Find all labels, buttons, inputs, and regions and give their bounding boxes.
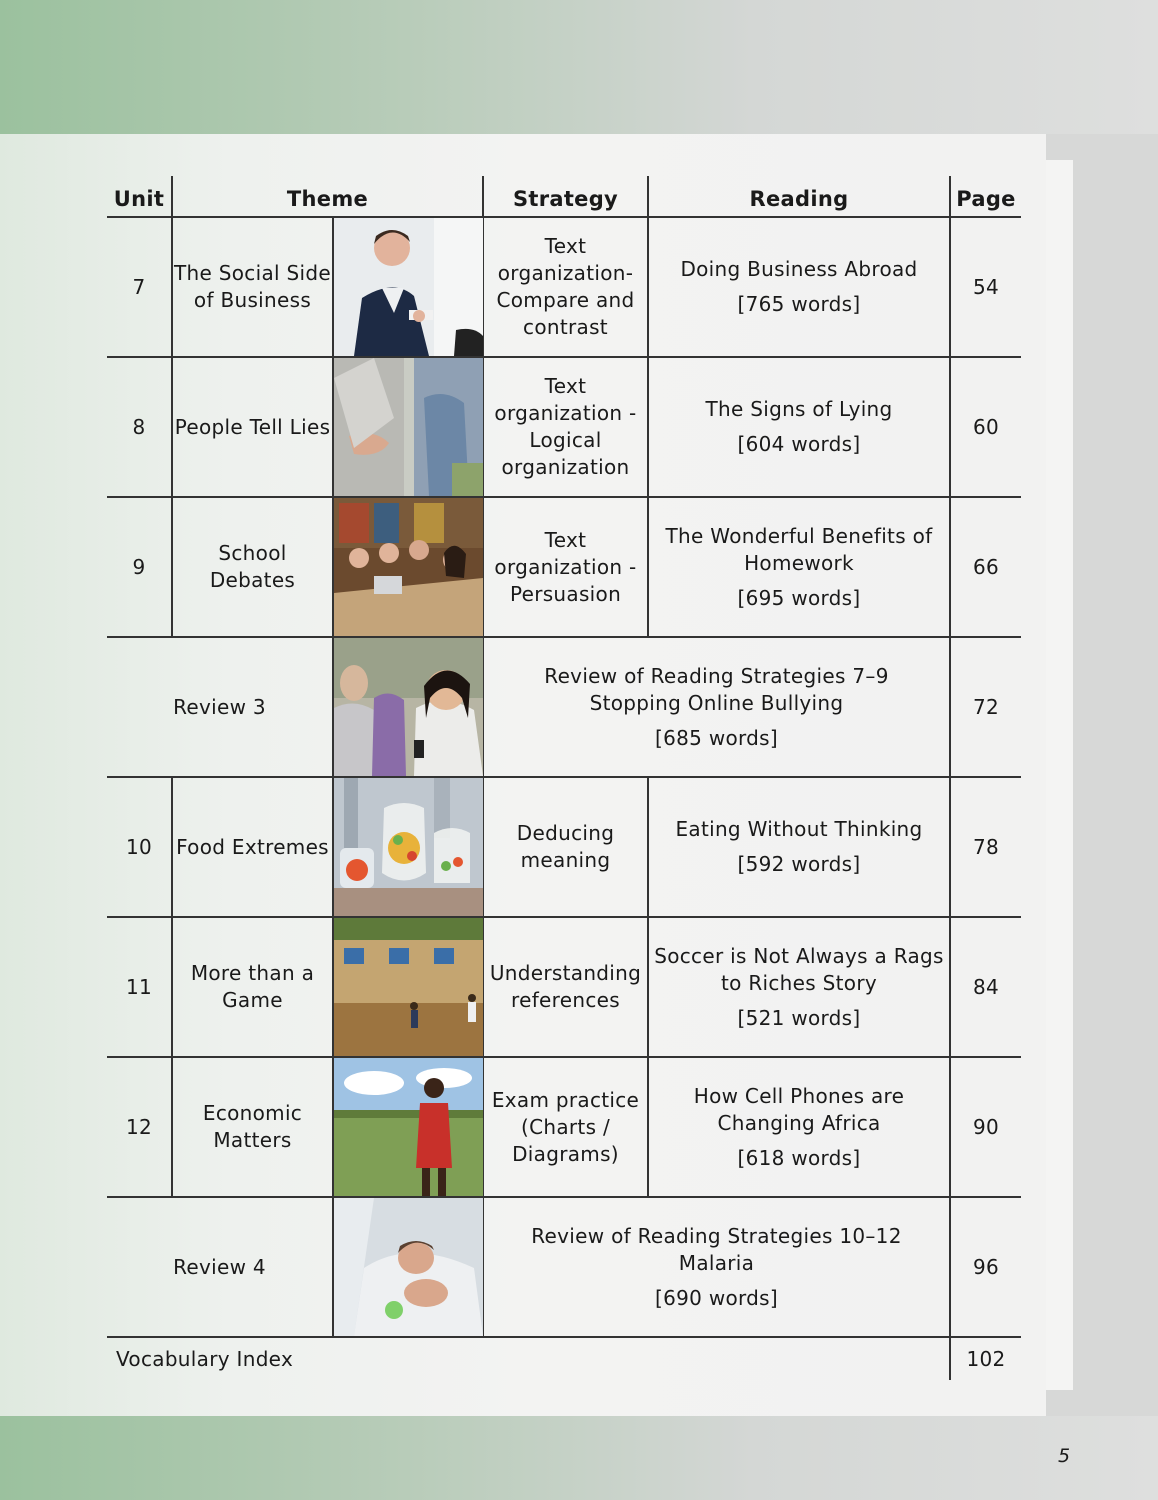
header-reading: Reading xyxy=(648,176,950,217)
page-number: 84 xyxy=(950,917,1021,1057)
page-number: 72 xyxy=(950,637,1021,777)
page-number: 96 xyxy=(950,1197,1021,1337)
review-photo xyxy=(333,637,483,777)
unit-number: 8 xyxy=(107,357,172,497)
reading-cell xyxy=(648,1057,950,1197)
table-row xyxy=(107,777,1021,917)
strategy-text: Text organization - Logical organization xyxy=(483,357,648,497)
table-row xyxy=(107,497,1021,637)
crossed-fingers-photo xyxy=(334,358,483,496)
page-number: 90 xyxy=(950,1057,1021,1197)
reading-cell xyxy=(648,777,950,917)
theme-photo xyxy=(333,917,483,1057)
table-row xyxy=(107,1057,1021,1197)
review-reading-title: Stopping Online Bullying xyxy=(589,690,844,715)
theme-photo xyxy=(333,497,483,637)
theme-photo xyxy=(333,357,483,497)
word-count: [695 words] xyxy=(737,585,861,610)
reading-cell xyxy=(648,217,950,357)
vocabulary-index-label: Vocabulary Index xyxy=(116,1346,294,1371)
contents-table xyxy=(107,176,1021,1380)
word-count: [592 words] xyxy=(737,852,861,876)
vocabulary-row xyxy=(107,1337,1021,1380)
reading-title: Doing Business Abroad xyxy=(680,257,918,281)
page-number: 102 xyxy=(950,1337,1021,1380)
theme-photo xyxy=(333,777,483,917)
theme-photo xyxy=(333,217,483,357)
reading-title: Soccer is Not Always a Rags to Riches Story xyxy=(654,943,944,995)
word-count: [618 words] xyxy=(737,1145,861,1170)
page-number-footer: 5 xyxy=(1058,1445,1071,1467)
review-row xyxy=(107,637,1021,777)
page-edge xyxy=(1046,160,1073,1390)
table-row xyxy=(107,357,1021,497)
unit-number: 10 xyxy=(107,777,172,917)
top-decorative-band xyxy=(0,0,1158,134)
page-number: 78 xyxy=(950,777,1021,917)
reading-title: Eating Without Thinking xyxy=(675,817,923,841)
header-row xyxy=(107,176,1021,217)
maasai-phone-photo xyxy=(334,1058,483,1196)
reading-cell xyxy=(648,497,950,637)
strategy-text: Deducing meaning xyxy=(483,777,648,917)
word-count: [685 words] xyxy=(654,725,779,750)
review-cell xyxy=(483,1197,950,1337)
review-strategies: Review of Reading Strategies 7–9 xyxy=(544,663,889,688)
word-count: [604 words] xyxy=(737,432,861,456)
review-strategies: Review of Reading Strategies 10–12 xyxy=(531,1223,902,1248)
table-row xyxy=(107,217,1021,357)
theme-title: More than a Game xyxy=(172,917,333,1057)
review-reading-title: Malaria xyxy=(678,1250,755,1275)
reading-title: The Wonderful Benefits of Homework xyxy=(665,523,933,575)
kids-soccer-photo xyxy=(334,918,483,1056)
page-number: 54 xyxy=(950,217,1021,357)
theme-title: People Tell Lies xyxy=(172,357,333,497)
reading-title: The Signs of Lying xyxy=(705,397,893,421)
strategy-text: Text organization - Persuasion xyxy=(483,497,648,637)
unit-number: 7 xyxy=(107,217,172,357)
page-number: 60 xyxy=(950,357,1021,497)
strategy-text: Exam practice (Charts / Diagrams) xyxy=(483,1057,648,1197)
word-count: [521 words] xyxy=(737,1005,861,1030)
strategy-text: Text organization- Compare and contrast xyxy=(483,217,648,357)
review-photo xyxy=(333,1197,483,1337)
unit-number: 11 xyxy=(107,917,172,1057)
students-library-photo xyxy=(334,498,483,636)
businessman-photo xyxy=(334,218,483,356)
girl-phone-photo xyxy=(334,638,483,776)
review-label: Review 3 xyxy=(107,637,333,777)
header-unit: Unit xyxy=(107,176,172,217)
review-cell xyxy=(483,637,950,777)
baby-net-photo xyxy=(334,1198,483,1336)
bottom-decorative-band xyxy=(0,1416,1158,1500)
word-count: [690 words] xyxy=(654,1285,779,1310)
unit-number: 9 xyxy=(107,497,172,637)
theme-title: Food Extremes xyxy=(172,777,333,917)
theme-title: Economic Matters xyxy=(172,1057,333,1197)
page-number: 66 xyxy=(950,497,1021,637)
theme-title: The Social Side of Business xyxy=(172,217,333,357)
table-row xyxy=(107,917,1021,1057)
reading-cell xyxy=(648,917,950,1057)
header-page: Page xyxy=(950,176,1021,217)
theme-photo xyxy=(333,1057,483,1197)
unit-number: 12 xyxy=(107,1057,172,1197)
reading-cell xyxy=(648,357,950,497)
strategy-text: Understanding references xyxy=(483,917,648,1057)
candy-jars-photo xyxy=(334,778,483,916)
word-count: [765 words] xyxy=(737,292,861,316)
header-strategy: Strategy xyxy=(483,176,648,217)
header-theme: Theme xyxy=(172,176,483,217)
reading-title: How Cell Phones are Changing Africa xyxy=(693,1083,905,1135)
review-row xyxy=(107,1197,1021,1337)
review-label: Review 4 xyxy=(107,1197,333,1337)
theme-title: School Debates xyxy=(172,497,333,637)
